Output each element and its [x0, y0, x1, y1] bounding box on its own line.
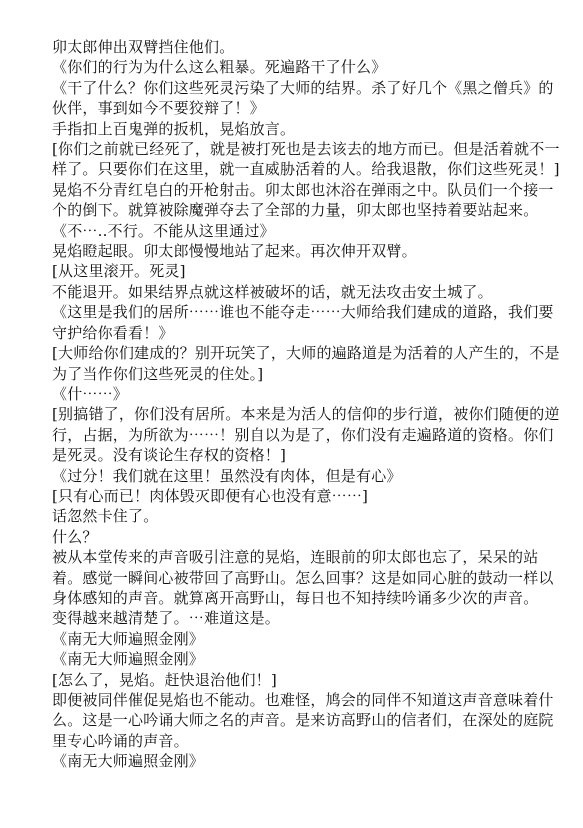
paragraph-11: 《这里是我们的居所⋯⋯谁也不能夺走⋯⋯大师给我们建成的道路，我们要守护给你看看！》	[52, 303, 554, 342]
paragraph-21: 《南无大师遍照金刚》	[52, 629, 205, 648]
paragraph-5: [你们之前就已经死了，就是被打死也是去该去的地方而已。但是活着就不一样了。只要你们在这里，就一直威胁活着的人。给我退散，你们这些死灵！]	[52, 140, 560, 179]
paragraph-7: 《不⋯..不行。不能从这里通过》	[52, 221, 275, 240]
paragraph-20: 变得越来越清楚了。⋯难道这是。	[52, 609, 281, 628]
paragraph-16: [只有心而已！肉体毁灭即便有心也没有意⋯⋯]	[52, 486, 369, 505]
paragraph-9: [从这里滚开。死灵]	[52, 262, 186, 281]
paragraph-6: 晃焰不分青红皂白的开枪射击。卯太郎也沐浴在弹雨之中。队员们一个接一个的倒下。就算被除魔弹夺去了全部的力量，卯太郎也坚持着要站起来。	[52, 180, 554, 220]
paragraph-10: 不能退开。如果结界点就这样被破坏的话，就无法攻击安土城了。	[52, 282, 493, 301]
paragraph-13: 《什⋯⋯》	[52, 384, 129, 403]
paragraph-17: 话忽然卡住了。	[52, 507, 159, 526]
paragraph-12: [大师给你们建成的？别开玩笑了，大师的遍路道是为活着的人产生的，不是为了当作你们这些死灵的住处。]	[52, 344, 560, 383]
paragraph-18: 什么？	[52, 527, 98, 546]
paragraph-2: 《你们的行为为什么这么粗暴。死遍路干了什么》	[52, 58, 387, 77]
paragraph-3: 《干了什么？你们这些死灵污染了大师的结界。杀了好几个《黑之僧兵》的伙伴，事到如今不要狡辩了！》	[52, 78, 554, 118]
paragraph-8: 晃焰瞪起眼。卯太郎慢慢地站了起来。再次伸开双臂。	[52, 242, 417, 261]
paragraph-15: 《过分！我们就在这里！虽然没有肉体，但是有心》	[52, 466, 402, 485]
paragraph-19: 被从本堂传来的声音吸引注意的晃焰，连眼前的卯太郎也忘了，呆呆的站着。感觉一瞬间心被带回了高野山。怎么回事？这是如同心脏的鼓动一样以身体感知的声音。就算离开高野山，每日也不知持续吟诵多少次的声音。	[52, 548, 554, 607]
paragraph-24: 即便被同伴催促晃焰也不能动。也难怪，鸠会的同伴不知道这声音意味着什么。这是一心吟诵大师之名的声音。是来访高野山的信者们，在深处的庭院里专心吟诵的声音。	[52, 691, 554, 750]
paragraph-4: 手指扣上百鬼弹的扳机，晃焰放言。	[52, 119, 296, 138]
paragraph-23: [怎么了，晃焰。赶快退治他们！]	[52, 670, 277, 689]
novel-text-body	[52, 37, 567, 772]
paragraph-1: 卯太郎伸出双臂挡住他们。	[52, 38, 235, 56]
paragraph-14: [别搞错了，你们没有居所。本来是为活人的信仰的步行道，被你们随便的逆行，占据，为所欲为⋯⋯！别自以为是了，你们没有走遍路道的资格。你们是死灵。没有谈论生存权的资格！]	[52, 405, 560, 465]
paragraph-22: 《南无大师遍照金刚》	[52, 650, 205, 669]
paragraph-25: 《南无大师遍照金刚》	[52, 752, 205, 771]
